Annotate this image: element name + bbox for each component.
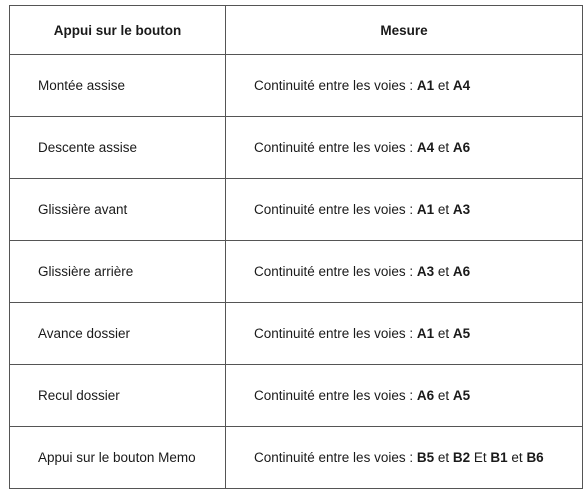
connector: et — [507, 450, 527, 465]
cell-measure — [226, 117, 583, 179]
cell-button: Glissière arrière — [10, 241, 226, 303]
measure-prefix: Continuité entre les voies : — [254, 140, 417, 155]
cell-measure — [226, 55, 583, 117]
measure-prefix: Continuité entre les voies : — [254, 202, 417, 217]
connector: et — [434, 140, 453, 155]
track-code: A6 — [452, 140, 471, 155]
table-row — [10, 117, 583, 179]
cell-button: Recul dossier — [10, 365, 226, 427]
table-row — [10, 241, 583, 303]
track-code: A3 — [416, 264, 435, 279]
cell-button: Descente assise — [10, 117, 226, 179]
track-code: A4 — [416, 140, 435, 155]
track-code: A1 — [416, 78, 435, 93]
cell-measure — [226, 303, 583, 365]
track-code: A6 — [452, 264, 471, 279]
table-row — [10, 303, 583, 365]
connector: Et — [470, 450, 491, 465]
track-code: A6 — [416, 388, 435, 403]
track-code: A3 — [452, 202, 471, 217]
measure-prefix: Continuité entre les voies : — [254, 450, 417, 465]
connector: et — [434, 78, 453, 93]
track-code: B2 — [452, 450, 471, 465]
connector: et — [434, 450, 453, 465]
track-code: B5 — [416, 450, 435, 465]
measure-prefix: Continuité entre les voies : — [254, 78, 417, 93]
measure-prefix: Continuité entre les voies : — [254, 388, 417, 403]
table-row — [10, 365, 583, 427]
track-code: A1 — [416, 326, 435, 341]
track-code: A5 — [452, 326, 471, 341]
cell-button: Glissière avant — [10, 179, 226, 241]
table-row — [10, 179, 583, 241]
table-row — [10, 55, 583, 117]
connector: et — [434, 388, 453, 403]
connector: et — [434, 264, 453, 279]
track-code: B6 — [526, 450, 544, 465]
cell-measure — [226, 365, 583, 427]
connector: et — [434, 202, 453, 217]
cell-button: Avance dossier — [10, 303, 226, 365]
table-row — [10, 427, 583, 489]
cell-measure — [226, 241, 583, 303]
table-header-row — [10, 6, 583, 55]
track-code: A4 — [452, 78, 471, 93]
measure-prefix: Continuité entre les voies : — [254, 326, 417, 341]
track-code: A1 — [416, 202, 435, 217]
track-code: A5 — [452, 388, 471, 403]
header-button: Appui sur le bouton — [10, 6, 226, 55]
measurement-table — [9, 5, 583, 489]
header-measure: Mesure — [226, 6, 583, 55]
measurement-table-container — [9, 5, 583, 489]
track-code: B1 — [490, 450, 508, 465]
cell-measure — [226, 427, 583, 489]
connector: et — [434, 326, 453, 341]
cell-measure — [226, 179, 583, 241]
cell-button: Montée assise — [10, 55, 226, 117]
measure-prefix: Continuité entre les voies : — [254, 264, 417, 279]
cell-button: Appui sur le bouton Memo — [10, 427, 226, 489]
